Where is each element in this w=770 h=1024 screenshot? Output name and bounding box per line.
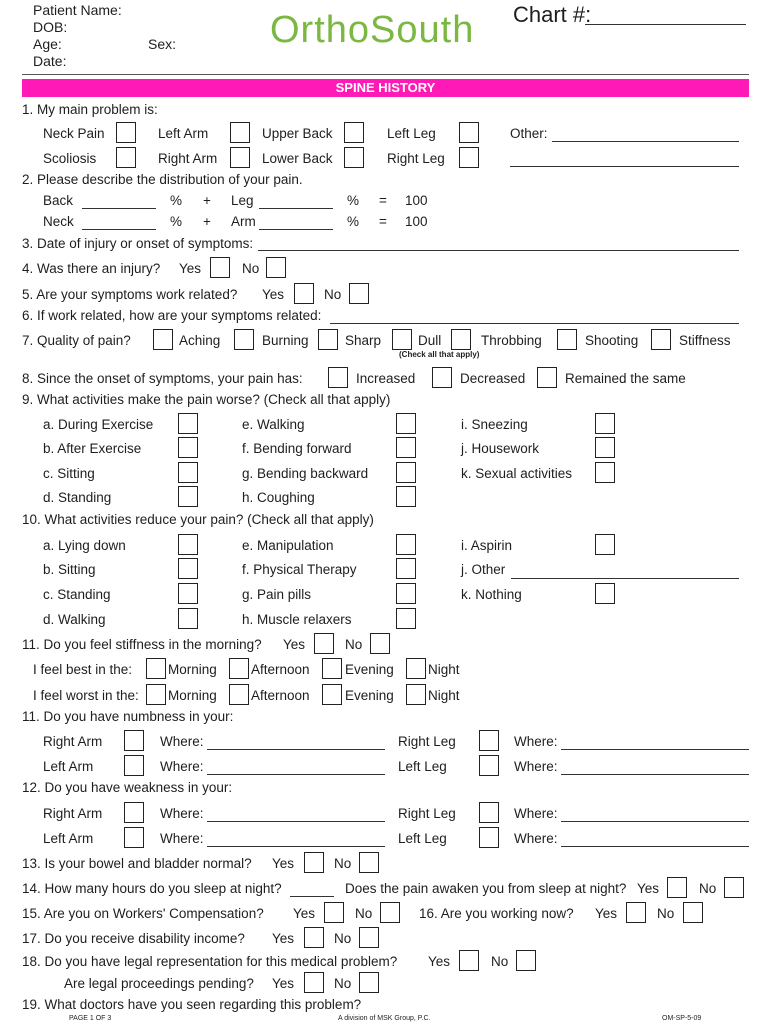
- q9-h-checkbox[interactable]: [396, 486, 416, 507]
- q2-percent-4: %: [347, 214, 360, 229]
- q10-f-label: f. Physical Therapy: [242, 562, 357, 577]
- q11b-right-arm-checkbox[interactable]: [124, 730, 144, 751]
- q10-c-checkbox[interactable]: [178, 583, 198, 604]
- q10-other-field[interactable]: [511, 578, 739, 579]
- q2-title: 2. Please describe the distribution of your pain.: [22, 172, 303, 187]
- q9-k-checkbox[interactable]: [595, 462, 615, 483]
- q8-remained-label: Remained the same: [565, 371, 686, 386]
- q13-yes-checkbox[interactable]: [304, 852, 324, 873]
- q7-burning-label: Burning: [262, 333, 309, 348]
- q12-right-arm-checkbox[interactable]: [124, 802, 144, 823]
- q11a-best-night-checkbox[interactable]: [406, 658, 426, 679]
- q14-no-checkbox[interactable]: [724, 877, 744, 898]
- q13-no-label: No: [334, 856, 352, 871]
- q11a-worst-morning-checkbox[interactable]: [146, 684, 166, 705]
- q9-a-label: a. During Exercise: [43, 417, 154, 432]
- q9-e-label: e. Walking: [242, 417, 305, 432]
- q11a-no-checkbox[interactable]: [370, 633, 390, 654]
- q4-yes-checkbox[interactable]: [210, 257, 230, 278]
- q1-lower-back-checkbox[interactable]: [344, 147, 364, 168]
- q11b-left-arm-where-label: Where:: [160, 759, 204, 774]
- section-title: SPINE HISTORY: [22, 79, 749, 97]
- q14-awaken-label: Does the pain awaken you from sleep at night?: [345, 881, 627, 896]
- q11b-right-leg-label: Right Leg: [398, 734, 456, 749]
- q16-yes-checkbox[interactable]: [626, 902, 646, 923]
- q11b-left-leg-where-label: Where:: [514, 759, 558, 774]
- q7-burning-checkbox[interactable]: [234, 329, 254, 350]
- q12-title: 12. Do you have weakness in your:: [22, 780, 233, 795]
- q10-k-label: k. Nothing: [461, 587, 522, 602]
- q18-no-label: No: [491, 954, 509, 969]
- chart-number-field[interactable]: [585, 24, 746, 25]
- q10-e-label: e. Manipulation: [242, 538, 334, 553]
- q12-right-arm-where-field[interactable]: [207, 821, 385, 822]
- q1-right-arm-label: Right Arm: [158, 151, 218, 166]
- q3-title: 3. Date of injury or onset of symptoms:: [22, 236, 254, 251]
- q10-g-checkbox[interactable]: [396, 583, 416, 604]
- q6-field[interactable]: [330, 323, 739, 324]
- q18-yes-checkbox[interactable]: [459, 950, 479, 971]
- q6-title: 6. If work related, how are your symptoms related:: [22, 308, 322, 323]
- q11b-right-leg-where-field[interactable]: [561, 749, 749, 750]
- q1-neck-pain-checkbox[interactable]: [116, 122, 136, 143]
- q2-arm-field[interactable]: [259, 229, 333, 230]
- q9-a-checkbox[interactable]: [178, 413, 198, 434]
- q12-left-leg-where-label: Where:: [514, 831, 558, 846]
- age-label: Age:: [33, 36, 62, 52]
- q1-other-field[interactable]: [552, 141, 739, 142]
- q1-upper-back-checkbox[interactable]: [344, 122, 364, 143]
- q11a-worst-evening-label: Evening: [345, 688, 394, 703]
- q8-decreased-checkbox[interactable]: [432, 367, 452, 388]
- q4-no-label: No: [242, 261, 260, 276]
- q11a-worst-morning-label: Morning: [168, 688, 217, 703]
- orthosouth-logo: OrthoSouth: [270, 9, 475, 51]
- q18-pending-label: Are legal proceedings pending?: [64, 976, 254, 991]
- q10-d-checkbox[interactable]: [178, 608, 198, 629]
- q3-field[interactable]: [258, 250, 739, 251]
- q11a-no-label: No: [345, 637, 363, 652]
- q9-g-checkbox[interactable]: [396, 462, 416, 483]
- q9-b-label: b. After Exercise: [43, 441, 142, 456]
- q2-total-2: 100: [405, 214, 428, 229]
- q7-throbbing-checkbox[interactable]: [451, 329, 471, 350]
- q18-pending-yes-label: Yes: [272, 976, 295, 991]
- q11a-worst-afternoon-checkbox[interactable]: [229, 684, 249, 705]
- q2-plus-1: +: [203, 193, 211, 208]
- q13-no-checkbox[interactable]: [359, 852, 379, 873]
- q9-g-label: g. Bending backward: [242, 466, 369, 481]
- q8-title: 8. Since the onset of symptoms, your pain has:: [22, 371, 303, 386]
- footer-division: A division of MSK Group, P.C.: [338, 1015, 431, 1022]
- q10-a-checkbox[interactable]: [178, 534, 198, 555]
- q10-k-checkbox[interactable]: [595, 583, 615, 604]
- q11b-right-leg-checkbox[interactable]: [479, 730, 499, 751]
- q9-j-label: j. Housework: [461, 441, 540, 456]
- q11a-worst-night-checkbox[interactable]: [406, 684, 426, 705]
- q17-title: 17. Do you receive disability income?: [22, 931, 245, 946]
- q4-title: 4. Was there an injury?: [22, 261, 161, 276]
- q12-left-arm-checkbox[interactable]: [124, 827, 144, 848]
- q18-pending-no-checkbox[interactable]: [359, 972, 379, 993]
- q14-hours-field[interactable]: [290, 896, 334, 897]
- q9-i-checkbox[interactable]: [595, 413, 615, 434]
- q11a-best-afternoon-label: Afternoon: [251, 662, 310, 677]
- q1-scoliosis-label: Scoliosis: [43, 151, 97, 166]
- q5-no-checkbox[interactable]: [349, 283, 369, 304]
- q16-title: 16. Are you working now?: [419, 906, 574, 921]
- q1-left-arm-checkbox[interactable]: [230, 122, 250, 143]
- q11a-worst-night-label: Night: [428, 688, 460, 703]
- q11a-yes-checkbox[interactable]: [314, 633, 334, 654]
- q9-c-label: c. Sitting: [43, 466, 95, 481]
- q7-aching-checkbox[interactable]: [153, 329, 173, 350]
- q11b-right-arm-where-field[interactable]: [207, 749, 385, 750]
- footer-form-code: OM-SP-5-09: [662, 1015, 702, 1022]
- q11a-best-evening-checkbox[interactable]: [322, 658, 342, 679]
- q9-b-checkbox[interactable]: [178, 437, 198, 458]
- q10-c-label: c. Standing: [43, 587, 111, 602]
- q12-left-arm-where-label: Where:: [160, 831, 204, 846]
- q10-b-label: b. Sitting: [43, 562, 96, 577]
- q1-neck-pain-label: Neck Pain: [43, 126, 105, 141]
- q16-no-checkbox[interactable]: [683, 902, 703, 923]
- q2-arm-label: Arm: [231, 214, 256, 229]
- q17-no-label: No: [334, 931, 352, 946]
- q2-neck-label: Neck: [43, 214, 74, 229]
- q1-left-leg-checkbox[interactable]: [459, 122, 479, 143]
- q11a-best-evening-label: Evening: [345, 662, 394, 677]
- footer-page-number: PAGE 1 OF 3: [69, 1015, 112, 1022]
- q11a-best-morning-label: Morning: [168, 662, 217, 677]
- q2-total-1: 100: [405, 193, 428, 208]
- q12-right-arm-where-label: Where:: [160, 806, 204, 821]
- q11b-left-arm-where-field[interactable]: [207, 774, 385, 775]
- q7-throbbing-label: Throbbing: [481, 333, 542, 348]
- q19-title: 19. What doctors have you seen regarding this problem?: [22, 997, 362, 1012]
- q2-leg-label: Leg: [231, 193, 254, 208]
- q7-aching-label: Aching: [179, 333, 221, 348]
- q9-i-label: i. Sneezing: [461, 417, 528, 432]
- q2-plus-2: +: [203, 214, 211, 229]
- q9-f-checkbox[interactable]: [396, 437, 416, 458]
- q12-right-leg-where-field[interactable]: [561, 821, 749, 822]
- q9-e-checkbox[interactable]: [396, 413, 416, 434]
- q17-yes-label: Yes: [272, 931, 295, 946]
- q9-h-label: h. Coughing: [242, 490, 315, 505]
- q10-h-label: h. Muscle relaxers: [242, 612, 352, 627]
- q12-left-leg-checkbox[interactable]: [479, 827, 499, 848]
- q11a-best-afternoon-checkbox[interactable]: [229, 658, 249, 679]
- q14-title: 14. How many hours do you sleep at night?: [22, 881, 282, 896]
- q12-right-arm-label: Right Arm: [43, 806, 103, 821]
- q11b-right-leg-where-label: Where:: [514, 734, 558, 749]
- q1-lower-back-label: Lower Back: [262, 151, 333, 166]
- q2-equals-2: =: [379, 214, 387, 229]
- q14-no-label: No: [699, 881, 717, 896]
- q9-k-label: k. Sexual activities: [461, 466, 573, 481]
- q10-h-checkbox[interactable]: [396, 608, 416, 629]
- q11b-left-arm-checkbox[interactable]: [124, 755, 144, 776]
- q2-neck-field[interactable]: [82, 229, 156, 230]
- q8-remained-checkbox[interactable]: [537, 367, 557, 388]
- q11b-left-leg-where-field[interactable]: [561, 774, 749, 775]
- q18-pending-yes-checkbox[interactable]: [304, 972, 324, 993]
- q12-left-arm-label: Left Arm: [43, 831, 94, 846]
- q15-yes-label: Yes: [293, 906, 316, 921]
- date-label: Date:: [33, 53, 67, 69]
- q15-no-checkbox[interactable]: [380, 902, 400, 923]
- q12-left-leg-where-field[interactable]: [561, 846, 749, 847]
- q15-no-label: No: [355, 906, 373, 921]
- q9-title: 9. What activities make the pain worse? (Check all that apply): [22, 392, 391, 407]
- q9-d-checkbox[interactable]: [178, 486, 198, 507]
- q14-yes-label: Yes: [637, 881, 660, 896]
- q10-j-label: j. Other: [461, 562, 506, 577]
- q11a-worst-label: I feel worst in the:: [33, 688, 139, 703]
- q7-dull-label: Dull: [418, 333, 442, 348]
- q18-no-checkbox[interactable]: [516, 950, 536, 971]
- q9-d-label: d. Standing: [43, 490, 112, 505]
- q1-upper-back-label: Upper Back: [262, 126, 333, 141]
- sex-label: Sex:: [148, 36, 177, 52]
- q4-yes-label: Yes: [179, 261, 202, 276]
- q10-f-checkbox[interactable]: [396, 558, 416, 579]
- q2-leg-field[interactable]: [259, 208, 333, 209]
- q12-right-leg-where-label: Where:: [514, 806, 558, 821]
- q5-yes-checkbox[interactable]: [294, 283, 314, 304]
- q7-sharp-checkbox[interactable]: [318, 329, 338, 350]
- q13-title: 13. Is your bowel and bladder normal?: [22, 856, 252, 871]
- q17-yes-checkbox[interactable]: [304, 927, 324, 948]
- q1-other-label: Other:: [510, 126, 548, 141]
- q11a-worst-evening-checkbox[interactable]: [322, 684, 342, 705]
- q10-i-checkbox[interactable]: [595, 534, 615, 555]
- q11a-best-label: I feel best in the:: [33, 662, 133, 677]
- q4-no-checkbox[interactable]: [266, 257, 286, 278]
- q18-yes-label: Yes: [428, 954, 451, 969]
- q10-e-checkbox[interactable]: [396, 534, 416, 555]
- q17-no-checkbox[interactable]: [359, 927, 379, 948]
- q7-shooting-label: Shooting: [585, 333, 639, 348]
- q8-increased-label: Increased: [356, 371, 416, 386]
- q1-scoliosis-checkbox[interactable]: [116, 147, 136, 168]
- q11a-best-morning-checkbox[interactable]: [146, 658, 166, 679]
- q7-shooting-checkbox[interactable]: [557, 329, 577, 350]
- q18-pending-no-label: No: [334, 976, 352, 991]
- q7-check-all-note: (Check all that apply): [399, 350, 480, 359]
- q1-right-leg-checkbox[interactable]: [459, 147, 479, 168]
- chart-number-label: Chart #:: [513, 2, 592, 27]
- q10-a-label: a. Lying down: [43, 538, 126, 553]
- q13-yes-label: Yes: [272, 856, 295, 871]
- q16-yes-label: Yes: [595, 906, 618, 921]
- q5-title: 5. Are your symptoms work related?: [22, 287, 238, 302]
- q15-yes-checkbox[interactable]: [324, 902, 344, 923]
- q11b-left-arm-label: Left Arm: [43, 759, 94, 774]
- q8-increased-checkbox[interactable]: [328, 367, 348, 388]
- q5-yes-label: Yes: [262, 287, 285, 302]
- q10-i-label: i. Aspirin: [461, 538, 513, 553]
- q7-stiffness-label: Stiffness: [679, 333, 731, 348]
- q12-right-leg-checkbox[interactable]: [479, 802, 499, 823]
- q1-left-leg-label: Left Leg: [387, 126, 436, 141]
- q9-j-checkbox[interactable]: [595, 437, 615, 458]
- q11b-right-arm-label: Right Arm: [43, 734, 103, 749]
- q1-other-field-2[interactable]: [510, 166, 739, 167]
- q10-d-label: d. Walking: [43, 612, 106, 627]
- q14-yes-checkbox[interactable]: [667, 877, 687, 898]
- q1-left-arm-label: Left Arm: [158, 126, 209, 141]
- q12-left-arm-where-field[interactable]: [207, 846, 385, 847]
- q2-back-field[interactable]: [82, 208, 156, 209]
- q7-sharp-label: Sharp: [345, 333, 382, 348]
- q9-c-checkbox[interactable]: [178, 462, 198, 483]
- q10-title: 10. What activities reduce your pain? (Check all that apply): [22, 512, 374, 527]
- q7-title: 7. Quality of pain?: [22, 333, 131, 348]
- q2-percent-1: %: [170, 193, 183, 208]
- q11b-title: 11. Do you have numbness in your:: [22, 709, 234, 724]
- q1-title: 1. My main problem is:: [22, 102, 158, 117]
- q2-percent-3: %: [170, 214, 183, 229]
- patient-name-label: Patient Name:: [33, 2, 122, 18]
- q16-no-label: No: [657, 906, 675, 921]
- q10-b-checkbox[interactable]: [178, 558, 198, 579]
- dob-label: DOB:: [33, 19, 68, 35]
- q12-right-leg-label: Right Leg: [398, 806, 456, 821]
- q11a-best-night-label: Night: [428, 662, 460, 677]
- header-divider: [22, 74, 749, 75]
- q5-no-label: No: [324, 287, 342, 302]
- q11a-yes-label: Yes: [283, 637, 306, 652]
- q12-left-leg-label: Left Leg: [398, 831, 447, 846]
- q2-percent-2: %: [347, 193, 360, 208]
- q11b-left-leg-checkbox[interactable]: [479, 755, 499, 776]
- q11b-left-leg-label: Left Leg: [398, 759, 447, 774]
- q1-right-arm-checkbox[interactable]: [230, 147, 250, 168]
- q10-g-label: g. Pain pills: [242, 587, 312, 602]
- q15-title: 15. Are you on Workers' Compensation?: [22, 906, 264, 921]
- q8-decreased-label: Decreased: [460, 371, 526, 386]
- q11a-title: 11. Do you feel stiffness in the morning?: [22, 637, 262, 652]
- q11a-worst-afternoon-label: Afternoon: [251, 688, 310, 703]
- q11b-right-arm-where-label: Where:: [160, 734, 204, 749]
- q1-right-leg-label: Right Leg: [387, 151, 445, 166]
- q7-dull-checkbox[interactable]: [392, 329, 412, 350]
- q18-title: 18. Do you have legal representation for this medical problem?: [22, 954, 398, 969]
- q9-f-label: f. Bending forward: [242, 441, 352, 456]
- q2-back-label: Back: [43, 193, 74, 208]
- q7-stiffness-checkbox[interactable]: [651, 329, 671, 350]
- q2-equals-1: =: [379, 193, 387, 208]
